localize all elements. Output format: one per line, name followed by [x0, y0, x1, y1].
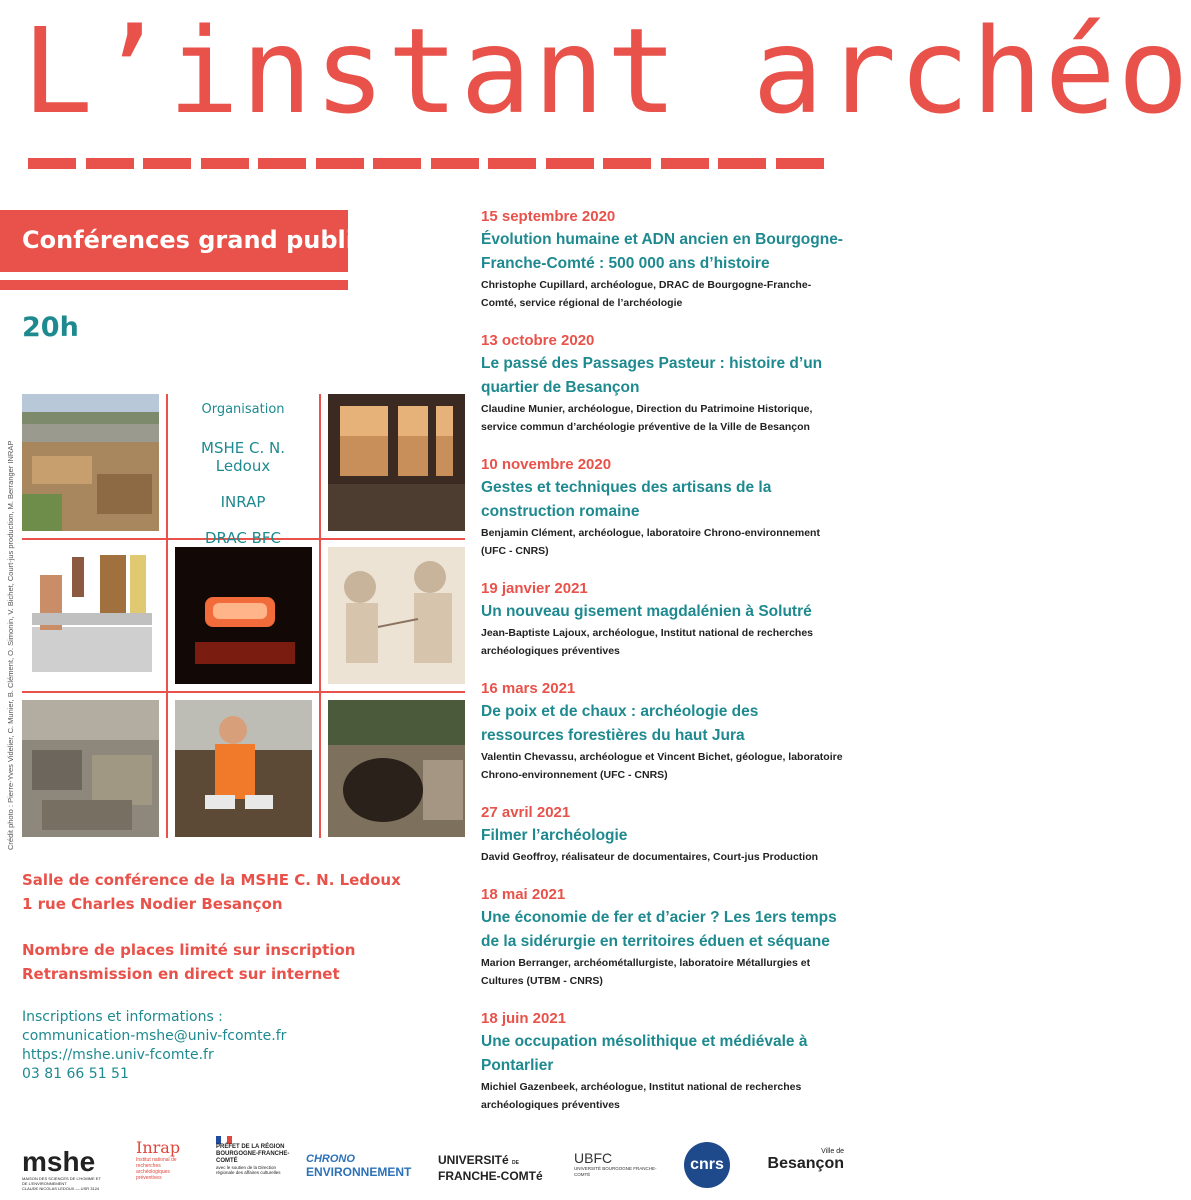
cnrs-logo: cnrs: [684, 1142, 730, 1188]
universite-franche-comte-logo: UNIVERSITé DE FRANCHE-COMTé: [438, 1153, 543, 1183]
places-limited: Nombre de places limité sur inscription: [22, 941, 356, 959]
event-date: 15 septembre 2020: [481, 208, 616, 225]
live-broadcast: Retransmission en direct sur internet: [22, 965, 340, 983]
banner-rule: [0, 280, 348, 290]
contact-phone: 03 81 66 51 51: [22, 1066, 129, 1082]
event-date: 18 juin 2021: [481, 1010, 567, 1027]
events-list: [481, 206, 843, 1132]
event-title: Une occupation mésolithique et médiévale à Pontarlier: [481, 1033, 808, 1074]
event-item: [481, 454, 843, 560]
event-item: [481, 678, 843, 784]
photo-glowing-metal: [175, 547, 312, 684]
event-item: [481, 206, 843, 312]
photo-credit: Crédit photo : Pierre-Yves Videlier, C. Munier, B. Clément, O. Simonin, V. Bichet, Court-jus production, M. Berranger INRAP: [6, 440, 15, 850]
ville-besancon-logo: Ville de Besançon: [767, 1148, 844, 1172]
venue-address: 1 rue Charles Nodier Besançon: [22, 895, 283, 913]
photo-wall-drawing: [22, 547, 159, 684]
event-speaker: Benjamin Clément, archéologue, laboratoire Chrono-environnement (UFC - CNRS): [481, 527, 820, 557]
event-item: [481, 330, 843, 436]
organisation-member: MSHE C. N. Ledoux: [201, 439, 285, 475]
event-speaker: Jean-Baptiste Lajoux, archéologue, Institut national de recherches archéologiques préventives: [481, 627, 813, 657]
event-date: 18 mai 2021: [481, 886, 566, 903]
event-title: Gestes et techniques des artisans de la construction romaine: [481, 479, 772, 520]
contact-email[interactable]: communication-mshe@univ-fcomte.fr: [22, 1028, 287, 1044]
contact-block: [22, 1008, 286, 1084]
event-date: 19 janvier 2021: [481, 580, 588, 597]
title-underline-dashes: [28, 158, 824, 169]
partner-logos: [0, 1130, 849, 1200]
event-date: 16 mars 2021: [481, 680, 576, 697]
inrap-logo: Inrap Institut national de recherches archéologiques préventives: [136, 1138, 181, 1181]
event-item: [481, 578, 843, 660]
organisation-member: INRAP: [220, 493, 266, 511]
event-title: Une économie de fer et d’acier ? Les 1ers temps de la sidérurgie en territoires éduen et séquane: [481, 909, 837, 950]
photo-urban-excavation: [22, 700, 159, 837]
photo-prehistoric-sketch: [328, 547, 465, 684]
event-title: Filmer l’archéologie: [481, 827, 628, 844]
ubfc-logo: UBFC UNIVERSITÉ BOURGOGNE FRANCHE-COMTÉ: [574, 1150, 657, 1177]
event-date: 13 octobre 2020: [481, 332, 595, 349]
event-date: 10 novembre 2020: [481, 456, 612, 473]
event-time: 20h: [22, 312, 79, 343]
event-item: [481, 884, 843, 990]
poster-title: L’instant archéo: [22, 2, 1191, 140]
banner-label: Conférences grand public: [22, 226, 369, 254]
event-speaker: Marion Berranger, archéométallurgiste, laboratoire Métallurgies et Cultures (UTBM - CNRS): [481, 957, 811, 987]
organisation-member: DRAC BFC: [205, 529, 281, 547]
event-speaker: Christophe Cupillard, archéologue, DRAC de Bourgogne-Franche-Comté, service régional de l’archéologie: [481, 279, 812, 309]
event-item: [481, 1008, 843, 1114]
event-title: Le passé des Passages Pasteur : histoire d’un quartier de Besançon: [481, 355, 823, 396]
photo-archaeologist-digging: [175, 700, 312, 837]
photo-forest-excavation: [328, 700, 465, 837]
event-title: Évolution humaine et ADN ancien en Bourgogne-Franche-Comté : 500 000 ans d’histoire: [481, 231, 843, 272]
photo-window-view: [328, 394, 465, 531]
mshe-logo: mshe MAISON DES SCIENCES DE L’HOMME ET DE L’ENVIRONNEMENT CLAUDE NICOLAS LEDOUX — USR 3124: [22, 1146, 101, 1191]
event-date: 27 avril 2021: [481, 804, 571, 821]
event-speaker: Valentin Chevassu, archéologue et Vincent Bichet, géologue, laboratoire Chrono-environnement (UFC - CNRS): [481, 751, 843, 781]
event-speaker: Michiel Gazenbeek, archéologue, Institut national de recherches archéologiques préventives: [481, 1081, 802, 1111]
event-speaker: David Geoffroy, réalisateur de documentaires, Court-jus Production: [481, 851, 819, 863]
event-title: Un nouveau gisement magdalénien à Solutré: [481, 603, 812, 620]
contact-url[interactable]: https://mshe.univ-fcomte.fr: [22, 1047, 214, 1063]
chrono-environnement-logo: CHRONO ENVIRONNEMENT: [306, 1153, 412, 1179]
places-block: [22, 938, 355, 986]
contact-label: Inscriptions et informations :: [22, 1009, 223, 1025]
photo-excavation-site: [22, 394, 159, 531]
venue-block: [22, 868, 401, 916]
organisation-heading: Organisation: [201, 402, 285, 417]
venue-name: Salle de conférence de la MSHE C. N. Ledoux: [22, 871, 401, 889]
event-item: [481, 802, 843, 866]
prefet-logo: PRÉFET DE LA RÉGION BOURGOGNE-FRANCHE-COMTÉ avec le soutien de la Direction régionale des affaires culturelles: [216, 1136, 292, 1175]
event-title: De poix et de chaux : archéologie des ressources forestières du haut Jura: [481, 703, 759, 744]
event-speaker: Claudine Munier, archéologue, Direction du Patrimoine Historique, service commun d’archéologie préventive de la Ville de Besançon: [481, 403, 813, 433]
organisation-block: [174, 402, 312, 565]
